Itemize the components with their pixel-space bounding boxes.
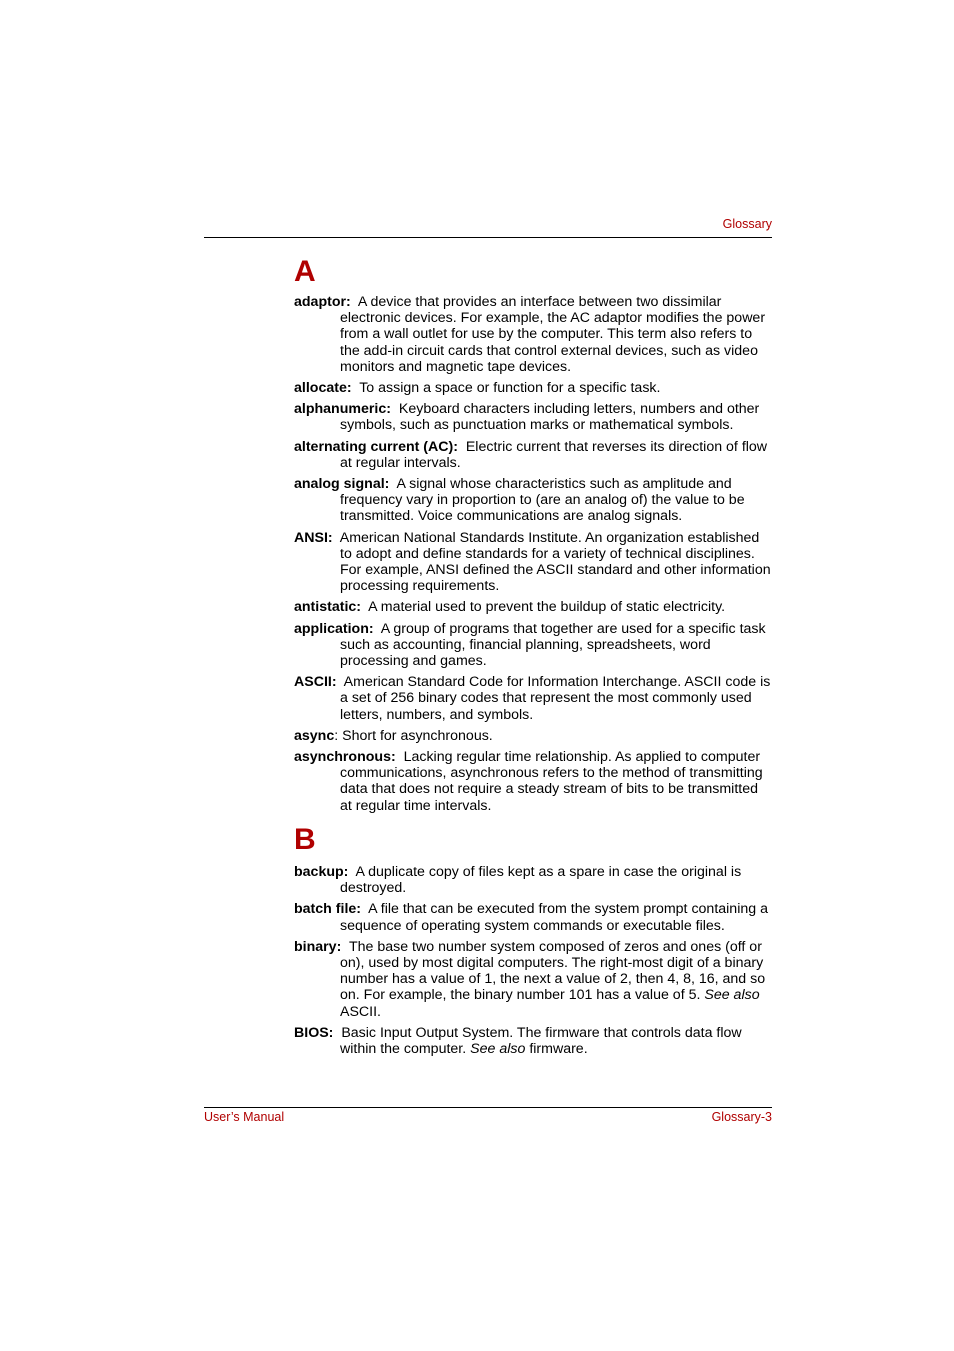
see-also-reference: See also bbox=[704, 987, 760, 1004]
glossary-entry bbox=[294, 728, 772, 744]
footer-manual-title: User’s Manual bbox=[204, 1110, 285, 1124]
glossary-definition: American Standard Code for Information Interchange. ASCII code is a set of 256 binary codes that represent the most commonly used letters, numbers, and symbols. bbox=[340, 674, 771, 723]
glossary-term: alternating current (AC): bbox=[294, 438, 458, 455]
glossary-term: ANSI: bbox=[294, 529, 333, 546]
glossary-term: asynchronous: bbox=[294, 749, 396, 766]
glossary-definition: A signal whose characteristics such as amplitude and frequency vary in proportion to (are an analog of) the value to be transmitted. Voice communications are analog signals. bbox=[340, 476, 745, 525]
cross-reference-target: ASCII. bbox=[340, 1003, 381, 1020]
header-rule bbox=[204, 237, 772, 238]
glossary-entry bbox=[294, 939, 772, 1020]
glossary-entry bbox=[294, 294, 772, 375]
glossary-entry bbox=[294, 530, 772, 595]
glossary-entry bbox=[294, 621, 772, 670]
glossary-entry bbox=[294, 380, 772, 396]
glossary-term: BIOS: bbox=[294, 1024, 334, 1041]
glossary-term: binary: bbox=[294, 938, 342, 955]
footer-rule bbox=[204, 1107, 772, 1108]
glossary-entry bbox=[294, 599, 772, 615]
glossary-definition: : Short for asynchronous. bbox=[334, 727, 493, 744]
glossary-definition: Keyboard characters including letters, numbers and other symbols, such as punctuation marks or mathematical symbols. bbox=[340, 401, 760, 434]
glossary-definition: A material used to prevent the buildup of static electricity. bbox=[368, 599, 726, 616]
section-letter-b: B bbox=[294, 823, 316, 856]
glossary-entry bbox=[294, 749, 772, 814]
glossary-term: backup: bbox=[294, 864, 349, 880]
footer-page-number: Glossary-3 bbox=[711, 1110, 772, 1124]
section-letter-a: A bbox=[294, 255, 316, 288]
glossary-definition: A group of programs that together are used for a specific task such as accounting, financial planning, spreadsheets, word processing and games. bbox=[340, 620, 766, 670]
glossary-term: analog signal: bbox=[294, 476, 390, 493]
cross-reference-target: firmware. bbox=[529, 1041, 588, 1058]
glossary-term: ASCII: bbox=[294, 674, 337, 691]
glossary-definition: American National Standards Institute. An organization established to adopt and define standards for a variety of technical disciplines. For example, ANSI defined the ASCII standard and other information processing requirements. bbox=[339, 529, 771, 595]
glossary-section-b bbox=[294, 864, 772, 1062]
see-also-reference: See also bbox=[470, 1041, 526, 1058]
glossary-definition: Lacking regular time relationship. As applied to computer communications, asynchronous refers to the method of transmitting data that does not require a steady stream of bits to be transmitted at regular time intervals. bbox=[340, 749, 763, 814]
glossary-term: async bbox=[294, 727, 335, 744]
glossary-definition: Electric current that reverses its direction of flow at regular intervals. bbox=[340, 438, 768, 471]
glossary-term: batch file: bbox=[294, 901, 362, 918]
glossary-entry bbox=[294, 476, 772, 525]
glossary-entry bbox=[294, 401, 772, 433]
glossary-entry bbox=[294, 439, 772, 471]
running-header-title: Glossary bbox=[722, 217, 772, 231]
glossary-entry bbox=[294, 901, 772, 933]
glossary-definition: Basic Input Output System. The firmware that controls data flow within the computer. bbox=[340, 1024, 742, 1058]
glossary-term: allocate: bbox=[294, 380, 352, 397]
glossary-term: adaptor: bbox=[294, 294, 351, 310]
glossary-entry bbox=[294, 674, 772, 723]
glossary-term: alphanumeric: bbox=[294, 401, 391, 418]
glossary-term: antistatic: bbox=[294, 599, 362, 616]
glossary-definition: The base two number system composed of zeros and ones (off or on), used by most digital computers. The right-most digit of a binary number has a value of 1, the next a value of 2, then 4, 8, 16, and so on. For example, the binary number 101 has a value of 5. bbox=[340, 938, 766, 1004]
glossary-section-a bbox=[294, 294, 772, 819]
glossary-definition: A file that can be executed from the system prompt containing a sequence of operating system commands or executable files. bbox=[340, 901, 768, 934]
glossary-term: application: bbox=[294, 620, 374, 637]
glossary-entry bbox=[294, 1025, 772, 1057]
glossary-definition: A device that provides an interface between two dissimilar electronic devices. For example, the AC adaptor modifies the power from a wall outlet for use by the computer. This term also refers to the add-in circuit cards that control external devices, such as video monitors and magnetic tape devices. bbox=[340, 294, 766, 375]
glossary-definition: To assign a space or function for a specific task. bbox=[359, 380, 661, 397]
glossary-definition: A duplicate copy of files kept as a spare in case the original is destroyed. bbox=[340, 864, 742, 897]
glossary-entry bbox=[294, 864, 772, 896]
